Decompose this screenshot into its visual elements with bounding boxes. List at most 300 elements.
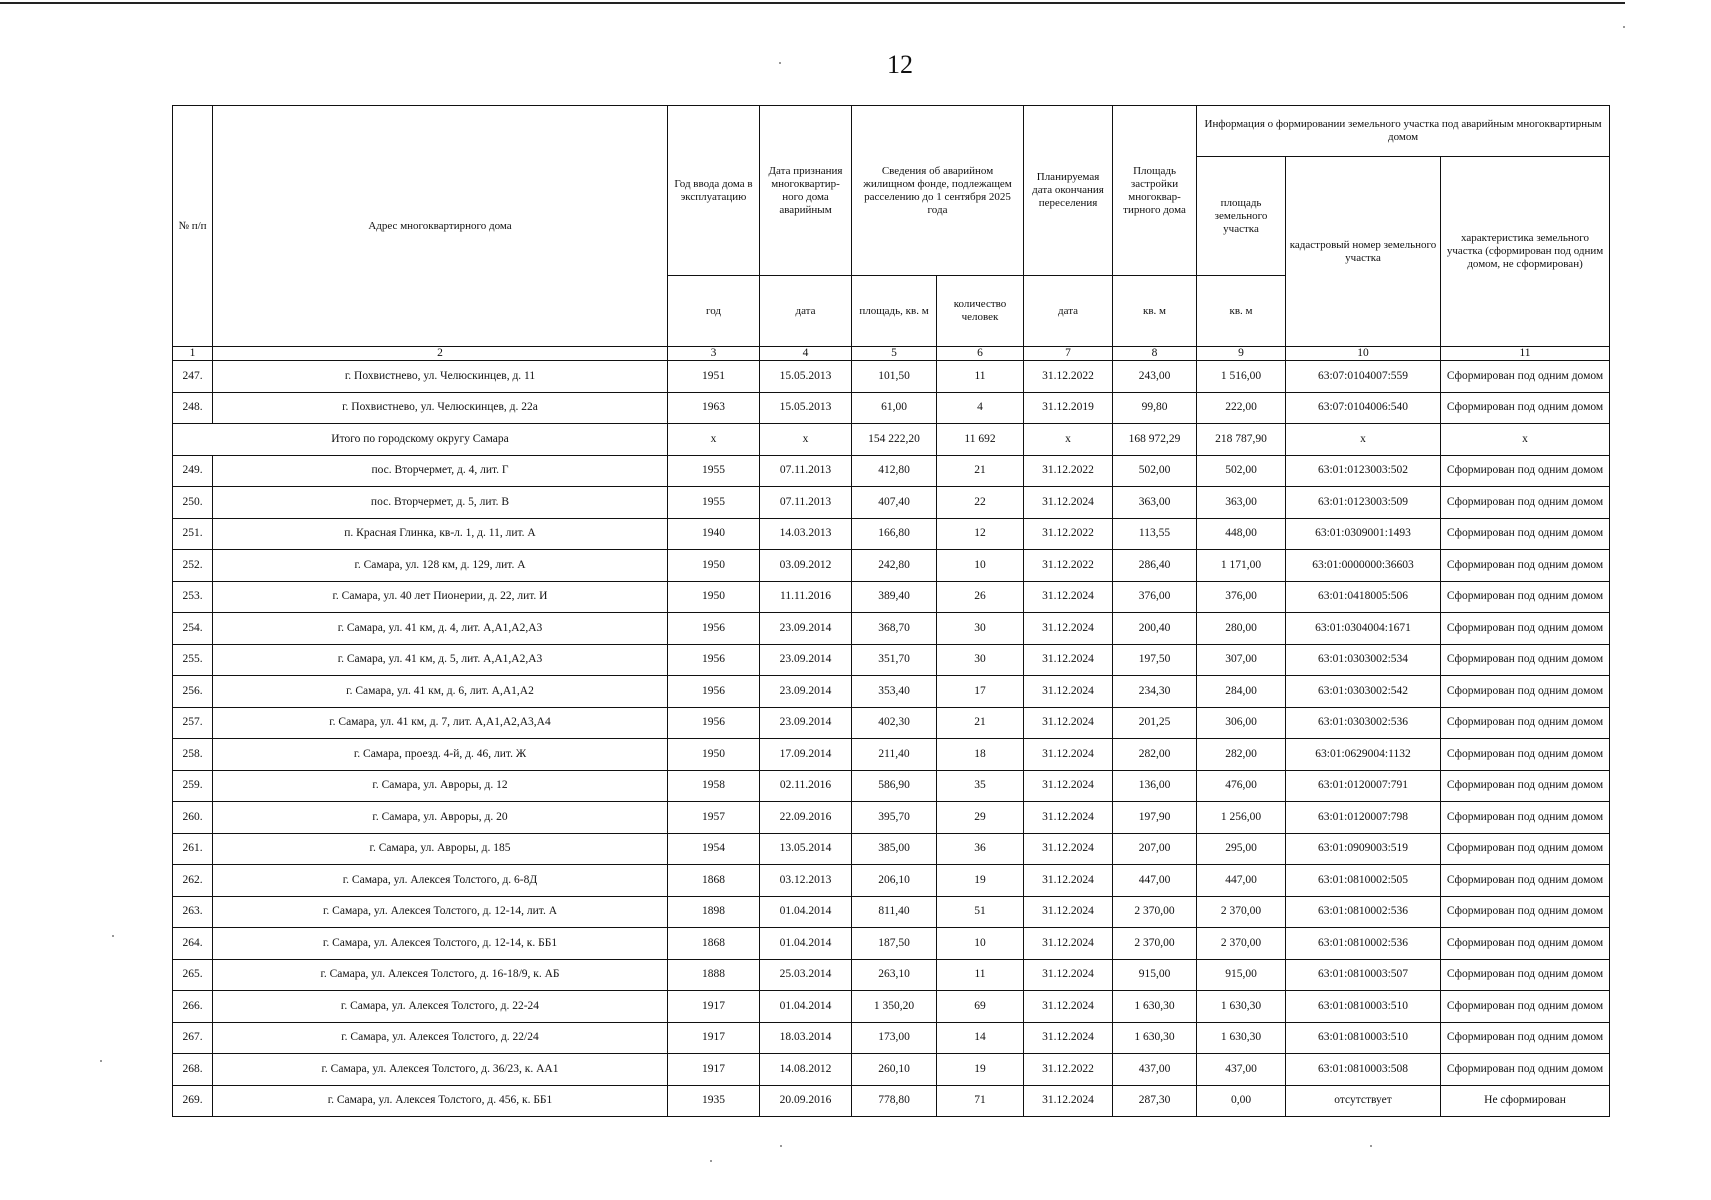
row-land-area: 447,00 [1197, 865, 1286, 897]
row-date-recognized: 23.09.2014 [760, 707, 852, 739]
unit-people: количество человек [937, 276, 1024, 347]
page-number: 12 [887, 50, 913, 79]
row-land-area: 282,00 [1197, 739, 1286, 771]
row-year: 1957 [668, 802, 760, 834]
row-date-recognized: 14.03.2013 [760, 518, 852, 550]
row-year: 1955 [668, 455, 760, 487]
total-plan: х [1024, 424, 1113, 456]
row-number: 266. [173, 991, 213, 1023]
table-row [173, 1022, 1610, 1054]
row-number: 252. [173, 550, 213, 582]
scan-top-border [0, 2, 1625, 4]
row-date-recognized: 01.04.2014 [760, 896, 852, 928]
row-area: 811,40 [852, 896, 937, 928]
row-area: 1 350,20 [852, 991, 937, 1023]
row-date-recognized: 18.03.2014 [760, 1022, 852, 1054]
row-date-recognized: 02.11.2016 [760, 770, 852, 802]
table-row [173, 770, 1610, 802]
row-people: 30 [937, 644, 1024, 676]
row-people: 30 [937, 613, 1024, 645]
row-cadastral-number: 63:01:0123003:502 [1286, 455, 1441, 487]
row-number: 267. [173, 1022, 213, 1054]
row-build-area: 243,00 [1113, 361, 1197, 393]
row-land-area: 1 630,30 [1197, 1022, 1286, 1054]
header-land-group: Информация о формировании земельного участка под аварийным многоквартирным домом [1197, 106, 1610, 157]
row-planned-date: 31.12.2024 [1024, 865, 1113, 897]
row-build-area: 287,30 [1113, 1085, 1197, 1117]
row-planned-date: 31.12.2024 [1024, 644, 1113, 676]
row-address: пос. Вторчермет, д. 4, лит. Г [213, 455, 668, 487]
row-cadastral-number: 63:01:0120007:791 [1286, 770, 1441, 802]
row-people: 19 [937, 1054, 1024, 1086]
row-number: 268. [173, 1054, 213, 1086]
column-number: 5 [852, 347, 937, 361]
row-build-area: 502,00 [1113, 455, 1197, 487]
header-planned-date: Планируемая дата окончания переселения [1024, 106, 1113, 276]
row-cadastral-number: 63:01:0303002:542 [1286, 676, 1441, 708]
row-date-recognized: 07.11.2013 [760, 455, 852, 487]
row-number: 249. [173, 455, 213, 487]
row-area: 61,00 [852, 392, 937, 424]
column-number: 7 [1024, 347, 1113, 361]
row-people: 26 [937, 581, 1024, 613]
row-land-area: 2 370,00 [1197, 896, 1286, 928]
row-cadastral-number: 63:07:0104007:559 [1286, 361, 1441, 393]
row-planned-date: 31.12.2022 [1024, 518, 1113, 550]
row-people: 11 [937, 361, 1024, 393]
row-year: 1917 [668, 1054, 760, 1086]
total-label: Итого по городскому округу Самара [173, 424, 668, 456]
unit-year: год [668, 276, 760, 347]
row-date-recognized: 25.03.2014 [760, 959, 852, 991]
table-row [173, 802, 1610, 834]
total-build: 168 972,29 [1113, 424, 1197, 456]
total-year: х [668, 424, 760, 456]
row-address: г. Самара, ул. 128 км, д. 129, лит. А [213, 550, 668, 582]
row-build-area: 2 370,00 [1113, 928, 1197, 960]
row-land-characteristic: Сформирован под одним домом [1441, 739, 1610, 771]
row-cadastral-number: 63:01:0303002:536 [1286, 707, 1441, 739]
row-year: 1955 [668, 487, 760, 519]
row-people: 21 [937, 455, 1024, 487]
total-date: х [760, 424, 852, 456]
row-year: 1940 [668, 518, 760, 550]
row-cadastral-number: 63:01:0120007:798 [1286, 802, 1441, 834]
row-land-characteristic: Сформирован под одним домом [1441, 581, 1610, 613]
row-build-area: 197,50 [1113, 644, 1197, 676]
row-number: 251. [173, 518, 213, 550]
row-date-recognized: 03.12.2013 [760, 865, 852, 897]
row-land-area: 1 256,00 [1197, 802, 1286, 834]
row-build-area: 376,00 [1113, 581, 1197, 613]
row-date-recognized: 23.09.2014 [760, 676, 852, 708]
row-area: 260,10 [852, 1054, 937, 1086]
row-address: г. Самара, ул. Алексея Толстого, д. 12-14, лит. А [213, 896, 668, 928]
row-planned-date: 31.12.2022 [1024, 361, 1113, 393]
row-address: п. Красная Глинка, кв-л. 1, д. 11, лит. А [213, 518, 668, 550]
row-year: 1898 [668, 896, 760, 928]
row-people: 35 [937, 770, 1024, 802]
row-area: 351,70 [852, 644, 937, 676]
row-date-recognized: 15.05.2013 [760, 361, 852, 393]
row-land-area: 0,00 [1197, 1085, 1286, 1117]
row-cadastral-number: 63:01:0810003:510 [1286, 1022, 1441, 1054]
row-address: г. Самара, ул. Алексея Толстого, д. 22-24 [213, 991, 668, 1023]
row-date-recognized: 13.05.2014 [760, 833, 852, 865]
table-row [173, 361, 1610, 393]
header-fund-info: Сведения об аварийном жилищном фонде, подлежащем расселению до 1 сентября 2025 года [852, 106, 1024, 276]
row-date-recognized: 22.09.2016 [760, 802, 852, 834]
row-planned-date: 31.12.2024 [1024, 833, 1113, 865]
row-area: 778,80 [852, 1085, 937, 1117]
row-people: 18 [937, 739, 1024, 771]
row-land-area: 1 630,30 [1197, 991, 1286, 1023]
row-year: 1963 [668, 392, 760, 424]
row-area: 263,10 [852, 959, 937, 991]
row-planned-date: 31.12.2022 [1024, 1054, 1113, 1086]
row-cadastral-number: 63:01:0309001:1493 [1286, 518, 1441, 550]
row-people: 14 [937, 1022, 1024, 1054]
row-land-area: 1 171,00 [1197, 550, 1286, 582]
row-address: г. Самара, ул. Алексея Толстого, д. 36/23, к. АА1 [213, 1054, 668, 1086]
row-land-characteristic: Сформирован под одним домом [1441, 1054, 1610, 1086]
column-number: 10 [1286, 347, 1441, 361]
unit-area: площадь, кв. м [852, 276, 937, 347]
table-row [173, 928, 1610, 960]
row-planned-date: 31.12.2024 [1024, 581, 1113, 613]
row-planned-date: 31.12.2024 [1024, 928, 1113, 960]
scan-speck [1623, 26, 1625, 28]
emergency-housing-table [172, 105, 1610, 1117]
row-number: 255. [173, 644, 213, 676]
row-date-recognized: 01.04.2014 [760, 928, 852, 960]
row-land-characteristic: Сформирован под одним домом [1441, 487, 1610, 519]
row-area: 385,00 [852, 833, 937, 865]
row-number: 248. [173, 392, 213, 424]
table-row [173, 518, 1610, 550]
row-area: 586,90 [852, 770, 937, 802]
row-area: 389,40 [852, 581, 937, 613]
row-land-characteristic: Не сформирован [1441, 1085, 1610, 1117]
row-area: 395,70 [852, 802, 937, 834]
row-land-area: 476,00 [1197, 770, 1286, 802]
row-cadastral-number: 63:01:0810003:510 [1286, 991, 1441, 1023]
unit-plan-date: дата [1024, 276, 1113, 347]
row-people: 21 [937, 707, 1024, 739]
row-number: 261. [173, 833, 213, 865]
row-land-characteristic: Сформирован под одним домом [1441, 518, 1610, 550]
row-cadastral-number: отсутствует [1286, 1085, 1441, 1117]
row-people: 11 [937, 959, 1024, 991]
row-planned-date: 31.12.2024 [1024, 676, 1113, 708]
row-people: 12 [937, 518, 1024, 550]
table-row [173, 487, 1610, 519]
row-people: 10 [937, 550, 1024, 582]
row-land-area: 448,00 [1197, 518, 1286, 550]
row-land-area: 502,00 [1197, 455, 1286, 487]
header-cadastral: кадастровый номер земельного участка [1286, 157, 1441, 347]
total-area: 154 222,20 [852, 424, 937, 456]
header-no: № п/п [173, 106, 213, 347]
row-year: 1917 [668, 991, 760, 1023]
row-land-characteristic: Сформирован под одним домом [1441, 833, 1610, 865]
row-number: 258. [173, 739, 213, 771]
row-cadastral-number: 63:01:0418005:506 [1286, 581, 1441, 613]
table-row [173, 676, 1610, 708]
row-build-area: 197,90 [1113, 802, 1197, 834]
row-year: 1954 [668, 833, 760, 865]
row-year: 1956 [668, 613, 760, 645]
row-address: пос. Вторчермет, д. 5, лит. В [213, 487, 668, 519]
scan-speck [1370, 1145, 1372, 1147]
row-land-characteristic: Сформирован под одним домом [1441, 802, 1610, 834]
row-number: 262. [173, 865, 213, 897]
row-number: 254. [173, 613, 213, 645]
row-people: 19 [937, 865, 1024, 897]
row-cadastral-number: 63:01:0810003:508 [1286, 1054, 1441, 1086]
row-planned-date: 31.12.2024 [1024, 802, 1113, 834]
row-cadastral-number: 63:07:0104006:540 [1286, 392, 1441, 424]
column-number: 8 [1113, 347, 1197, 361]
table-row [173, 392, 1610, 424]
row-area: 166,80 [852, 518, 937, 550]
row-address: г. Самара, проезд. 4-й, д. 46, лит. Ж [213, 739, 668, 771]
row-cadastral-number: 63:01:0303002:534 [1286, 644, 1441, 676]
row-date-recognized: 14.08.2012 [760, 1054, 852, 1086]
row-build-area: 1 630,30 [1113, 1022, 1197, 1054]
row-area: 211,40 [852, 739, 937, 771]
scan-speck [112, 935, 114, 937]
row-number: 263. [173, 896, 213, 928]
column-number: 3 [668, 347, 760, 361]
row-cadastral-number: 63:01:0810002:505 [1286, 865, 1441, 897]
row-address: г. Самара, ул. 41 км, д. 5, лит. А,А1,А2,А3 [213, 644, 668, 676]
row-number: 260. [173, 802, 213, 834]
header-date-recognized: Дата признания многоквартир-ного дома аварийным [760, 106, 852, 276]
row-land-area: 307,00 [1197, 644, 1286, 676]
row-area: 101,50 [852, 361, 937, 393]
row-land-area: 280,00 [1197, 613, 1286, 645]
row-land-characteristic: Сформирован под одним домом [1441, 644, 1610, 676]
row-land-area: 295,00 [1197, 833, 1286, 865]
header-year: Год ввода дома в эксплуатацию [668, 106, 760, 276]
row-land-area: 437,00 [1197, 1054, 1286, 1086]
row-cadastral-number: 63:01:0810003:507 [1286, 959, 1441, 991]
row-build-area: 915,00 [1113, 959, 1197, 991]
row-address: г. Похвистнево, ул. Челюскинцев, д. 11 [213, 361, 668, 393]
row-people: 51 [937, 896, 1024, 928]
column-number-row [173, 347, 1610, 361]
row-cadastral-number: 63:01:0123003:509 [1286, 487, 1441, 519]
row-planned-date: 31.12.2024 [1024, 707, 1113, 739]
row-planned-date: 31.12.2024 [1024, 770, 1113, 802]
row-year: 1956 [668, 707, 760, 739]
table-row [173, 865, 1610, 897]
row-people: 29 [937, 802, 1024, 834]
row-build-area: 99,80 [1113, 392, 1197, 424]
row-build-area: 286,40 [1113, 550, 1197, 582]
row-build-area: 363,00 [1113, 487, 1197, 519]
total-cad: х [1286, 424, 1441, 456]
row-area: 206,10 [852, 865, 937, 897]
row-land-area: 915,00 [1197, 959, 1286, 991]
row-number: 250. [173, 487, 213, 519]
row-date-recognized: 15.05.2013 [760, 392, 852, 424]
table-row [173, 644, 1610, 676]
row-year: 1950 [668, 581, 760, 613]
table-row [173, 1085, 1610, 1117]
table-row [173, 1054, 1610, 1086]
row-number: 264. [173, 928, 213, 960]
row-planned-date: 31.12.2019 [1024, 392, 1113, 424]
row-land-characteristic: Сформирован под одним домом [1441, 1022, 1610, 1054]
row-address: г. Самара, ул. Алексея Толстого, д. 12-14, к. ББ1 [213, 928, 668, 960]
table-row [173, 707, 1610, 739]
row-build-area: 201,25 [1113, 707, 1197, 739]
row-land-characteristic: Сформирован под одним домом [1441, 707, 1610, 739]
row-people: 22 [937, 487, 1024, 519]
row-year: 1868 [668, 928, 760, 960]
row-people: 36 [937, 833, 1024, 865]
total-people: 11 692 [937, 424, 1024, 456]
row-date-recognized: 03.09.2012 [760, 550, 852, 582]
row-year: 1958 [668, 770, 760, 802]
unit-land-sqm: кв. м [1197, 276, 1286, 347]
row-cadastral-number: 63:01:0000000:36603 [1286, 550, 1441, 582]
row-address: г. Самара, ул. Авроры, д. 20 [213, 802, 668, 834]
row-land-area: 306,00 [1197, 707, 1286, 739]
row-build-area: 282,00 [1113, 739, 1197, 771]
row-planned-date: 31.12.2024 [1024, 613, 1113, 645]
row-address: г. Самара, ул. 41 км, д. 4, лит. А,А1,А2,А3 [213, 613, 668, 645]
table-body [173, 361, 1610, 1117]
row-build-area: 447,00 [1113, 865, 1197, 897]
row-year: 1956 [668, 676, 760, 708]
row-people: 69 [937, 991, 1024, 1023]
header-land-area: площадь земельного участка [1197, 157, 1286, 276]
header-build-area: Площадь застройки многоквар-тирного дома [1113, 106, 1197, 276]
row-land-characteristic: Сформирован под одним домом [1441, 361, 1610, 393]
row-area: 173,00 [852, 1022, 937, 1054]
table-row [173, 833, 1610, 865]
row-address: г. Самара, ул. Авроры, д. 12 [213, 770, 668, 802]
row-date-recognized: 23.09.2014 [760, 613, 852, 645]
row-number: 269. [173, 1085, 213, 1117]
row-cadastral-number: 63:01:0629004:1132 [1286, 739, 1441, 771]
row-date-recognized: 01.04.2014 [760, 991, 852, 1023]
row-land-characteristic: Сформирован под одним домом [1441, 455, 1610, 487]
row-number: 265. [173, 959, 213, 991]
row-land-area: 222,00 [1197, 392, 1286, 424]
row-build-area: 1 630,30 [1113, 991, 1197, 1023]
row-people: 4 [937, 392, 1024, 424]
column-number: 11 [1441, 347, 1610, 361]
row-number: 256. [173, 676, 213, 708]
table-row [173, 959, 1610, 991]
row-land-characteristic: Сформирован под одним домом [1441, 770, 1610, 802]
row-address: г. Самара, ул. 41 км, д. 6, лит. А,А1,А2 [213, 676, 668, 708]
row-build-area: 136,00 [1113, 770, 1197, 802]
total-row [173, 424, 1610, 456]
table-row [173, 896, 1610, 928]
row-address: г. Самара, ул. Алексея Толстого, д. 16-18/9, к. АБ [213, 959, 668, 991]
table-row [173, 739, 1610, 771]
row-people: 10 [937, 928, 1024, 960]
row-land-characteristic: Сформирован под одним домом [1441, 550, 1610, 582]
row-area: 407,40 [852, 487, 937, 519]
table-row [173, 991, 1610, 1023]
row-date-recognized: 17.09.2014 [760, 739, 852, 771]
scan-speck [779, 62, 781, 64]
row-address: г. Самара, ул. Алексея Толстого, д. 456, к. ББ1 [213, 1085, 668, 1117]
row-year: 1917 [668, 1022, 760, 1054]
row-land-characteristic: Сформирован под одним домом [1441, 896, 1610, 928]
row-address: г. Похвистнево, ул. Челюскинцев, д. 22а [213, 392, 668, 424]
scan-speck [100, 1060, 102, 1062]
column-number: 2 [213, 347, 668, 361]
row-planned-date: 31.12.2024 [1024, 896, 1113, 928]
table-row [173, 455, 1610, 487]
row-address: г. Самара, ул. Авроры, д. 185 [213, 833, 668, 865]
row-land-area: 1 516,00 [1197, 361, 1286, 393]
row-people: 71 [937, 1085, 1024, 1117]
total-land: 218 787,90 [1197, 424, 1286, 456]
row-land-area: 363,00 [1197, 487, 1286, 519]
row-land-characteristic: Сформирован под одним домом [1441, 928, 1610, 960]
row-area: 242,80 [852, 550, 937, 582]
row-address: г. Самара, ул. 41 км, д. 7, лит. А,А1,А2,А3,А4 [213, 707, 668, 739]
row-address: г. Самара, ул. Алексея Толстого, д. 22/24 [213, 1022, 668, 1054]
row-address: г. Самара, ул. Алексея Толстого, д. 6-8Д [213, 865, 668, 897]
row-area: 412,80 [852, 455, 937, 487]
row-cadastral-number: 63:01:0304004:1671 [1286, 613, 1441, 645]
total-char: х [1441, 424, 1610, 456]
row-planned-date: 31.12.2024 [1024, 487, 1113, 519]
row-build-area: 113,55 [1113, 518, 1197, 550]
row-number: 257. [173, 707, 213, 739]
row-year: 1951 [668, 361, 760, 393]
row-date-recognized: 11.11.2016 [760, 581, 852, 613]
column-number: 6 [937, 347, 1024, 361]
row-land-characteristic: Сформирован под одним домом [1441, 959, 1610, 991]
header-address: Адрес многоквартирного дома [213, 106, 668, 347]
row-people: 17 [937, 676, 1024, 708]
row-address: г. Самара, ул. 40 лет Пионерии, д. 22, лит. И [213, 581, 668, 613]
row-date-recognized: 20.09.2016 [760, 1085, 852, 1117]
row-build-area: 437,00 [1113, 1054, 1197, 1086]
scan-speck [780, 1145, 782, 1147]
unit-date: дата [760, 276, 852, 347]
row-build-area: 2 370,00 [1113, 896, 1197, 928]
row-date-recognized: 23.09.2014 [760, 644, 852, 676]
row-planned-date: 31.12.2024 [1024, 1022, 1113, 1054]
column-number: 1 [173, 347, 213, 361]
row-land-characteristic: Сформирован под одним домом [1441, 676, 1610, 708]
row-planned-date: 31.12.2024 [1024, 959, 1113, 991]
row-number: 253. [173, 581, 213, 613]
row-land-characteristic: Сформирован под одним домом [1441, 865, 1610, 897]
row-cadastral-number: 63:01:0810002:536 [1286, 896, 1441, 928]
row-planned-date: 31.12.2024 [1024, 739, 1113, 771]
row-planned-date: 31.12.2022 [1024, 550, 1113, 582]
header-land-char: характеристика земельного участка (сформирован под одним домом, не сформирован) [1441, 157, 1610, 347]
row-land-area: 284,00 [1197, 676, 1286, 708]
column-number: 9 [1197, 347, 1286, 361]
row-year: 1888 [668, 959, 760, 991]
row-build-area: 200,40 [1113, 613, 1197, 645]
row-land-characteristic: Сформирован под одним домом [1441, 613, 1610, 645]
row-land-characteristic: Сформирован под одним домом [1441, 392, 1610, 424]
